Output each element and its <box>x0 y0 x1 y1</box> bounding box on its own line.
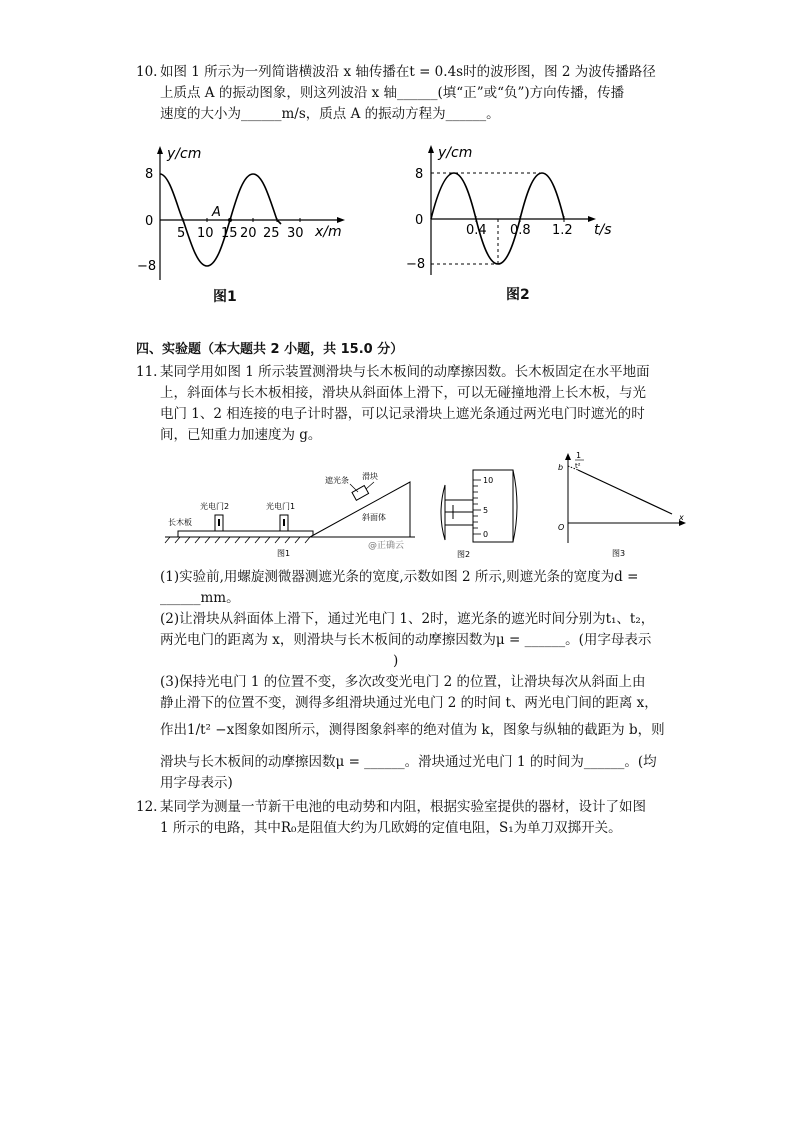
q10-line-1: 如图 1 所示为一列简谐横波沿 x 轴传播在t = 0.4s时的波形图，图 2 为波传播路径 <box>160 64 656 80</box>
fig1-xtick-30: 30 <box>287 226 304 241</box>
fig3-ylabel-num: 1 <box>576 451 582 460</box>
fig2-xtick-0.8: 0.8 <box>510 223 531 238</box>
q12-line-2: 1 所示的电路，其中R₀是阻值大约为几欧姆的定值电阻，S₁为单刀双掷开关。 <box>160 820 622 836</box>
fig1-ytick-neg8: −8 <box>137 259 157 274</box>
q11-number: 11. <box>136 364 158 380</box>
q11-line-4: 间，已知重力加速度为 g。 <box>160 427 322 443</box>
fig2-ytick-0: 0 <box>415 213 424 228</box>
fig-apparatus-label-slider: 滑块 <box>362 472 378 481</box>
q11-part-3-line-4: 滑块与长木板间的动摩擦因数μ = ______。滑块通过光电门 1 的时间为______。(均 <box>160 754 657 770</box>
fig1-point-A: A <box>212 205 221 220</box>
q11-part-1-line-2: ______mm。 <box>160 590 240 606</box>
fig-apparatus-label-strip: 遮光条 <box>325 476 349 485</box>
section-4-heading: 四、实验题（本大题共 2 小题，共 15.0 分） <box>136 342 404 357</box>
micrometer-caption: 图2 <box>457 550 471 559</box>
fig-apparatus-label-board: 长木板 <box>168 518 192 527</box>
fig2-ylabel: y/cm <box>438 145 473 161</box>
fig-apparatus-label-gate2: 光电门2 <box>200 502 230 511</box>
q11-part-1-line-1: (1)实验前,用螺旋测微器测遮光条的宽度,示数如图 2 所示,则遮光条的宽度为d = <box>160 569 639 585</box>
q11-line-3: 电门 1、2 相连接的电子计时器，可以记录滑块上遮光条通过两光电门时遮光的时 <box>160 406 645 422</box>
fig-apparatus-watermark: @正确云 <box>368 541 405 551</box>
q10-line-3: 速度的大小为______m/s，质点 A 的振动方程为______。 <box>160 106 500 122</box>
fig1-ytick-8: 8 <box>145 167 154 182</box>
fig1-ytick-0: 0 <box>145 214 154 229</box>
micrometer-tick-5: 5 <box>483 506 489 515</box>
fig1-ylabel: y/cm <box>167 146 202 162</box>
q11-part-2-line-2: 两光电门的距离为 x，则滑块与长木板间的动摩擦因数为μ = ______。(用字母表示 <box>160 632 652 648</box>
fig-apparatus-caption: 图1 <box>277 549 291 558</box>
q11-line-2: 上，斜面体与长木板相接，滑块从斜面体上滑下，可以无碰撞地滑上长木板，与光 <box>160 385 646 401</box>
fig2-xtick-1.2: 1.2 <box>552 223 573 238</box>
q11-part-3-line-5: 用字母表示) <box>160 775 233 791</box>
q11-line-1: 某同学用如图 1 所示装置测滑块与长木板间的动摩擦因数。长木板固定在水平地面 <box>160 364 650 380</box>
fig1-xtick-20: 20 <box>240 226 257 241</box>
q11-part-2-line-1: (2)让滑块从斜面体上滑下，通过光电门 1、2时，遮光条的遮光时间分别为t₁、t₂， <box>160 611 655 627</box>
micrometer-tick-10: 10 <box>483 476 494 485</box>
q11-figure-2-micrometer <box>435 465 525 565</box>
q11-part-3-line-1: (3)保持光电门 1 的位置不变，多次改变光电门 2 的位置，让滑块每次从斜面上由 <box>160 674 646 690</box>
q10-number: 10. <box>136 64 158 80</box>
fig1-xtick-15: 15 <box>221 226 238 241</box>
fig3-b-label: b <box>558 463 564 472</box>
q10-line-2: 上质点 A 的振动图象，则这列波沿 x 轴______(填“正”或“负”)方向传播，传播 <box>160 85 625 101</box>
fig1-caption: 图1 <box>213 289 237 305</box>
q12-number: 12. <box>136 799 158 815</box>
q11-figure-1-apparatus <box>160 452 420 562</box>
fig1-xtick-10: 10 <box>197 226 214 241</box>
fig-apparatus-label-gate1: 光电门1 <box>266 502 296 511</box>
q11-part-3-line-3: 作出1/t² −x图象如图所示，测得图象斜率的绝对值为 k，图象与纵轴的截距为 b，则 <box>160 722 665 738</box>
q10-figure-1-wave <box>135 140 355 310</box>
fig2-ytick-neg8: −8 <box>406 257 426 272</box>
q11-figure-3-graph <box>550 448 690 563</box>
fig2-xtick-0.4: 0.4 <box>466 223 487 238</box>
micrometer-tick-0: 0 <box>483 530 489 539</box>
fig3-origin: O <box>558 523 565 532</box>
fig2-ytick-8: 8 <box>415 167 424 182</box>
fig3-caption: 图3 <box>612 549 626 558</box>
q12-line-1: 某同学为测量一节新干电池的电动势和内阻，根据实验室提供的器材，设计了如图 <box>160 799 646 815</box>
q11-part-2-line-3: ) <box>393 653 399 669</box>
fig2-xlabel: t/s <box>594 222 612 238</box>
fig-apparatus-label-incline: 斜面体 <box>362 513 386 522</box>
fig3-ylabel-den: t² <box>575 462 581 470</box>
fig1-xlabel: x/m <box>315 224 342 240</box>
q10-figure-2-vibration <box>400 140 630 280</box>
fig1-xtick-5: 5 <box>177 226 186 241</box>
fig3-xlabel: x <box>679 513 684 522</box>
q11-part-3-line-2: 静止滑下的位置不变，测得多组滑块通过光电门 2 的时间 t、两光电门间的距离 x， <box>160 695 658 711</box>
fig2-caption: 图2 <box>506 287 530 303</box>
fig1-xtick-25: 25 <box>263 226 280 241</box>
